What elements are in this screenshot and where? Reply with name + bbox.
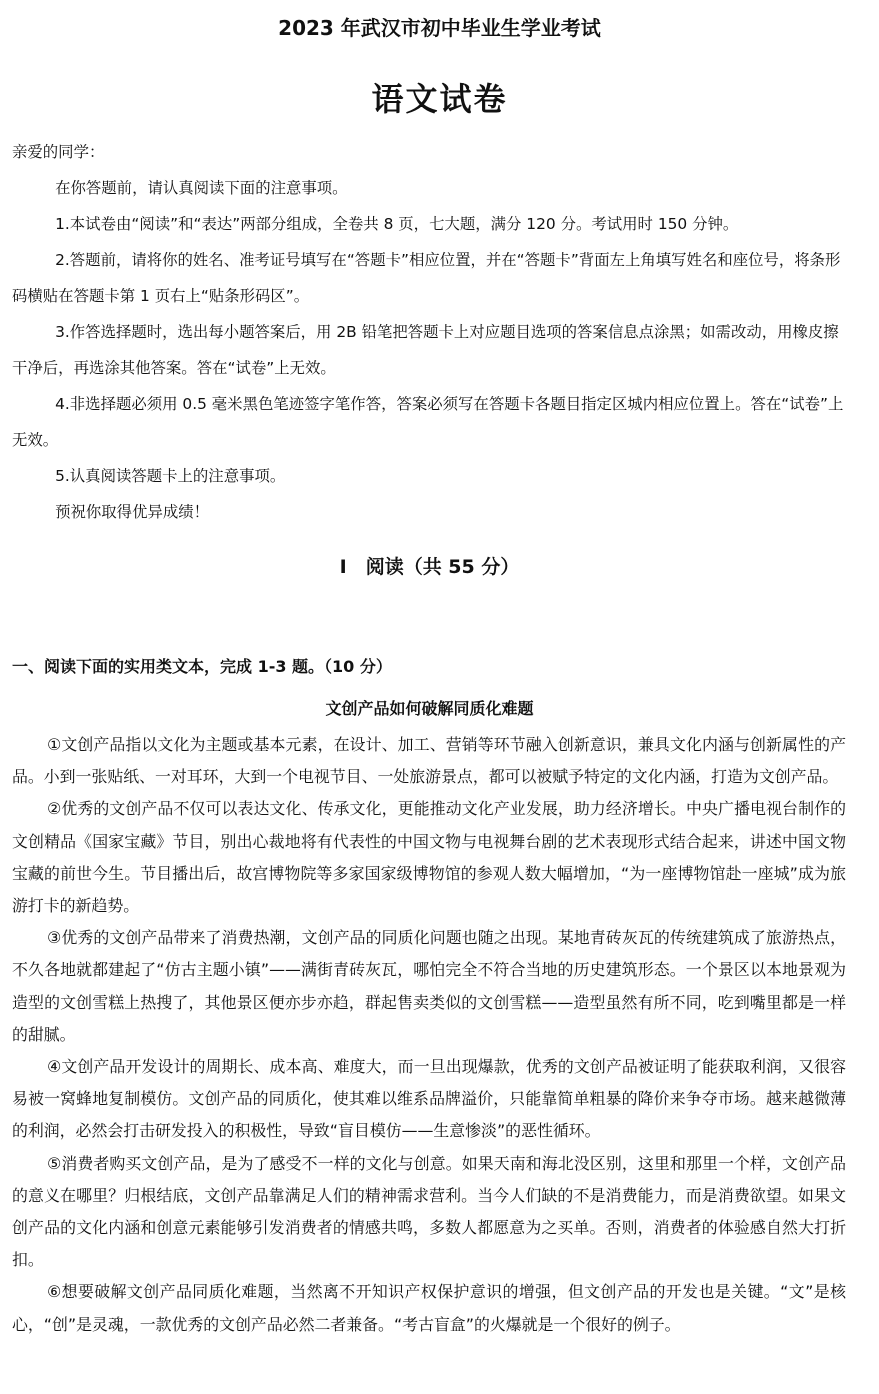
notice-item: 1.本试卷由“阅读”和“表达”两部分组成，全卷共 8 页，七大题，满分 120 分。考试用时 150 分钟。: [55, 215, 739, 233]
salutation: 亲爱的同学：: [12, 143, 105, 161]
article-paragraph: ①文创产品指以文化为主题或基本元素，在设计、加工、营销等环节融入创新意识，兼具文化内涵与创新属性的产品。小到一张贴纸、一对耳环，大到一个电视节目、一处旅游景点，都可以被赋予特定的文化内涵，打造为文创产品。: [12, 735, 846, 787]
article-paragraph: ⑥想要破解文创产品同质化难题，当然离不开知识产权保护意识的增强，但文创产品的开发也是关键。“文”是核心，“创”是灵魂，一款优秀的文创产品必然二者兼备。“考古盲盒”的火爆就是一个很好的例子。: [12, 1282, 846, 1334]
article-paragraph: ⑤消费者购买文创产品，是为了感受不一样的文化与创意。如果天南和海北没区别，这里和那里一个样，文创产品的意义在哪里？归根结底，文创产品靠满足人们的精神需求营利。当今人们缺的不是消费能力，而是消费欲望。如果文创产品的文化内涵和创意元素能够引发消费者的情感共鸣，多数人都愿意为之买单。否则，消费者的体验感自然大打折扣。: [12, 1153, 846, 1270]
notice-item: 2.答题前，请将你的姓名、准考证号填写在“答题卡”相应位置，并在“答题卡”背面左上角填写姓名和座位号，将条形码横贴在答题卡第 1 页右上“贴条形码区”。: [12, 251, 841, 305]
article-body: [12, 729, 846, 1341]
notice-item: 4.非选择题必须用 0.5 毫米黑色笔迹签字笔作答，答案必须写在答题卡各题目指定区城内相应位置上。答在“试卷”上无效。: [12, 395, 844, 449]
notice-item: 3.作答选择题时，选出每小题答案后，用 2B 铅笔把答题卡上对应题目选项的答案信息点涂黑；如需改动，用橡皮擦干净后，再选涂其他答案。答在“试卷”上无效。: [12, 323, 839, 377]
exam-title: 2023 年武汉市初中毕业生学业考试: [278, 16, 601, 40]
question-heading: 一、阅读下面的实用类文本，完成 1-3 题。（10 分）: [12, 657, 392, 676]
notice-item: 5.认真阅读答题卡上的注意事项。: [55, 467, 286, 485]
section-heading: Ⅰ 阅读（共 55 分）: [339, 556, 520, 578]
article-paragraph: ②优秀的文创产品不仅可以表达文化、传承文化，更能推动文化产业发展，助力经济增长。中央广播电视台制作的文创精品《国家宝藏》节目，别出心裁地将有代表性的中国文物与电视舞台剧的艺术表现形式结合起来，讲述中国文物宝藏的前世今生。节目播出后，故宫博物院等多家国家级博物馆的参观人数大幅增加，“为一座博物馆赴一座城”成为旅游打卡的新趋势。: [12, 799, 846, 916]
notice-item: 预祝你取得优异成绩！: [55, 503, 210, 521]
article-title: 文创产品如何破解同质化难题: [325, 699, 534, 718]
article-paragraph: ③优秀的文创产品带来了消费热潮，文创产品的同质化问题也随之出现。某地青砖灰瓦的传统建筑成了旅游热点，不久各地就都建起了“仿古主题小镇”——满街青砖灰瓦，哪怕完全不符合当地的历史建筑形态。一个景区以本地景观为造型的文创雪糕上热搜了，其他景区便亦步亦趋，群起售卖类似的文创雪糕——造型虽然有所不同，吃到嘴里都是一样的甜腻。: [12, 928, 846, 1044]
notice-section: [12, 134, 846, 530]
notice-item: 在你答题前，请认真阅读下面的注意事项。: [55, 179, 348, 197]
paper-title: 语文试卷: [371, 80, 508, 118]
article-paragraph: ④文创产品开发设计的周期长、成本高、难度大，而一旦出现爆款，优秀的文创产品被证明了能获取利润，又很容易被一窝蜂地复制模仿。文创产品的同质化，使其难以维系品牌溢价，只能靠简单粗暴的降价来争夺市场。越来越微薄的利润，必然会打击研发投入的积极性，导致“盲目模仿——生意惨淡”的恶性循环。: [12, 1057, 846, 1141]
